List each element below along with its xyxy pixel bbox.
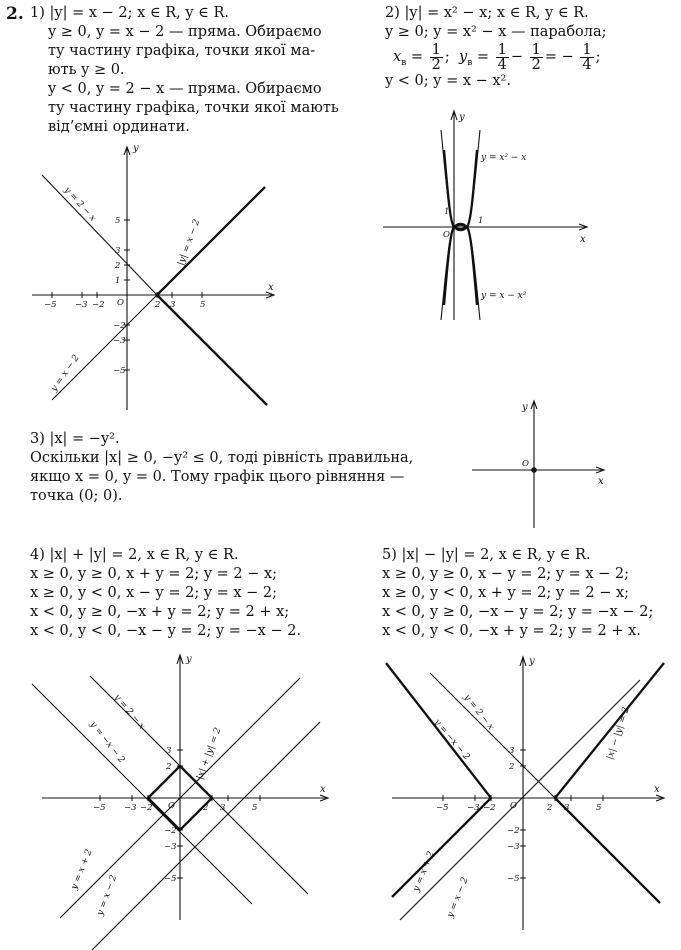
axis-x-label: x (654, 784, 660, 795)
origin-label: O (443, 230, 450, 240)
part5-text (382, 546, 653, 641)
result-upper (444, 150, 477, 229)
result-lower (157, 295, 267, 405)
fraction (530, 43, 543, 72)
y-tick: −3 (113, 336, 126, 346)
label-y-x-plus-2: y = x + 2 (411, 850, 437, 894)
line-2-minus-x (90, 676, 308, 894)
y-tick: −5 (164, 874, 177, 884)
sep: ; (444, 49, 450, 65)
label-y-x-minus-2: y = x − 2 (95, 873, 120, 918)
axis-x-label: x (580, 234, 586, 245)
y-tick: −5 (507, 874, 520, 884)
xv-sub: в (401, 57, 407, 68)
part3-text (30, 430, 413, 506)
axis-y-label: y (522, 402, 528, 413)
part5-line: x ≥ 0, y < 0, x + y = 2; y = 2 − x; (382, 585, 630, 601)
axis-y-label: y (186, 654, 192, 665)
part5-line: x < 0, y ≥ 0, −x − y = 2; y = −x − 2; (382, 604, 654, 620)
label-y-x-plus-2: y = x + 2 (69, 848, 95, 892)
part1-line: ту частину графіка, точки якої ма- (48, 43, 316, 59)
part2-vertex-line (385, 42, 607, 72)
part4-text (30, 546, 301, 641)
fraction (580, 43, 593, 72)
part1-line: ють y ≥ 0. (48, 62, 125, 78)
y-tick: 3 (115, 246, 121, 256)
part2-line: 2) |y| = x² − x; x ∈ R, y ∈ R. (385, 5, 589, 21)
result-upper (157, 187, 265, 295)
x-tick: 3 (564, 803, 570, 813)
line-2-minus-x (430, 673, 660, 903)
y-tick: −3 (164, 842, 177, 852)
label-y-2-x: y = 2 − x (61, 185, 98, 224)
axis-y-label: y (133, 143, 139, 154)
axis-y-label: y (459, 112, 465, 123)
x-tick: 3 (170, 300, 176, 310)
axis-x-label: x (268, 282, 274, 293)
label-y-neg: y = −x − 2 (431, 717, 472, 763)
end: ; (595, 49, 601, 65)
label-down: y = x − x² (481, 291, 527, 301)
fraction-num: 1 (497, 41, 507, 58)
part1-line: y < 0, y = 2 − x — пряма. Обираємо (48, 81, 322, 97)
origin-label: O (117, 298, 124, 308)
part3-line: 3) |x| = −y². (30, 431, 120, 447)
y-tick: 1 (115, 276, 121, 286)
part1-text (30, 4, 339, 137)
parabola-up (441, 130, 480, 231)
x-tick: −3 (467, 803, 480, 813)
yv-sub: в (467, 57, 473, 68)
part1-line: 1) |y| = x − 2; x ∈ R, y ∈ R. (30, 5, 230, 21)
fraction-num: 1 (582, 41, 592, 58)
x-tick: 2 (547, 803, 553, 813)
problem-number: 2. (6, 4, 24, 24)
result-square (148, 766, 212, 830)
part2-line: y ≥ 0; y = x² − x — парабола; (385, 24, 607, 40)
part3-line: якщо x = 0, y = 0. Тому графік цього рівняння — (30, 469, 405, 485)
label-y-neg: y = −x − 2 (87, 719, 127, 766)
y-tick: −2 (113, 321, 126, 331)
x-tick: −3 (124, 803, 137, 813)
x-tick: −2 (92, 300, 105, 310)
result-left (386, 663, 491, 897)
axis-x-label: x (598, 476, 604, 487)
y-tick: 3 (509, 746, 515, 756)
fraction (496, 43, 509, 72)
line-x-plus-2 (60, 678, 300, 918)
part1-line: ту частину графіка, точки якої мають (48, 100, 339, 116)
yv-symbol: y (458, 49, 468, 65)
part4-line: 4) |x| + |y| = 2, x ∈ R, y ∈ R. (30, 547, 239, 563)
y-tick: 5 (115, 216, 121, 226)
part1-line: y ≥ 0, y = x − 2 — пряма. Обираємо (48, 24, 322, 40)
x-tick: 5 (252, 803, 258, 813)
y-tick: 3 (166, 746, 172, 756)
minus: − (510, 49, 524, 65)
origin-label: O (510, 801, 517, 811)
fraction-num: 1 (531, 41, 541, 58)
y-tick: −2 (507, 826, 520, 836)
result-lower (444, 225, 477, 305)
x-tick: −5 (93, 803, 106, 813)
xv-symbol: x (393, 49, 402, 65)
x-tick: 1 (478, 216, 484, 226)
parabola-down (441, 223, 480, 320)
fraction-den: 2 (431, 56, 441, 73)
fraction-num: 1 (431, 41, 441, 58)
x-tick: −5 (436, 803, 449, 813)
label-sum: |x| + |y| = 2 (195, 726, 224, 782)
line-x-plus-2 (400, 680, 640, 920)
line-x-minus-2-lower (52, 295, 157, 400)
part5-line: x ≥ 0, y ≥ 0, x − y = 2; y = x − 2; (382, 566, 630, 582)
x-tick: −2 (483, 803, 496, 813)
result-right (555, 663, 664, 903)
fraction (430, 43, 443, 72)
y-tick: −3 (507, 842, 520, 852)
origin-label: O (168, 801, 175, 811)
part3-line: Оскільки |x| ≥ 0, −y² ≤ 0, тоді рівність правильна, (30, 450, 414, 466)
y-tick: 2 (509, 762, 515, 772)
label-y-2-x: y = 2 − x (461, 692, 496, 733)
x-tick: 5 (596, 803, 602, 813)
part4-line: x < 0, y < 0, −x − y = 2; y = −x − 2. (30, 623, 302, 639)
label-y-x-2: y = x − 2 (49, 353, 82, 394)
yv-eq: = (472, 49, 490, 65)
y-tick: −2 (164, 826, 177, 836)
part4-line: x ≥ 0, y < 0, x − y = 2; y = x − 2; (30, 585, 278, 601)
label-abs-y: |y| = x − 2 (176, 218, 203, 268)
x-tick: 3 (220, 803, 226, 813)
part5-line: x < 0, y < 0, −x + y = 2; y = 2 + x. (382, 623, 641, 639)
line-x-minus-2 (92, 722, 320, 950)
x-tick: 2 (155, 300, 161, 310)
part2-text (385, 4, 607, 91)
y-tick: 2 (166, 762, 172, 772)
xv-eq: = (406, 49, 424, 65)
label-diff: |x| − |y| = 2 (605, 705, 632, 761)
part4-line: x ≥ 0, y ≥ 0, x + y = 2; y = 2 − x; (30, 566, 278, 582)
axis-x-label: x (320, 784, 326, 795)
line-minus-x-minus-2 (32, 684, 252, 904)
label-y-x-minus-2: y = x − 2 (445, 876, 471, 920)
x-tick: −2 (140, 803, 153, 813)
part5-line: 5) |x| − |y| = 2, x ∈ R, y ∈ R. (382, 547, 591, 563)
origin-label: O (522, 459, 529, 469)
fraction-den: 2 (531, 56, 541, 73)
origin-point (531, 467, 537, 473)
label-up: y = x² − x (481, 153, 527, 163)
y-tick: −5 (113, 366, 126, 376)
y-tick: 2 (115, 261, 121, 271)
label-y-2-x: y = 2 − x (111, 692, 147, 732)
axis-y-label: y (529, 656, 535, 667)
part3-line: точка (0; 0). (30, 488, 123, 504)
part1-line: від’ємні ординати. (48, 119, 190, 135)
x-tick: 5 (200, 300, 206, 310)
part2-line: y < 0; y = x − x². (385, 73, 511, 89)
x-tick: −5 (44, 300, 57, 310)
x-tick: −3 (75, 300, 88, 310)
line-2-minus-x-upper (42, 175, 157, 295)
eq2: = − (544, 49, 574, 65)
part4-line: x < 0, y ≥ 0, −x + y = 2; y = 2 + x; (30, 604, 290, 620)
x-tick: 2 (203, 803, 209, 813)
fraction-den: 4 (582, 56, 592, 73)
fraction-den: 4 (497, 56, 507, 73)
y-tick: 1 (444, 207, 450, 217)
